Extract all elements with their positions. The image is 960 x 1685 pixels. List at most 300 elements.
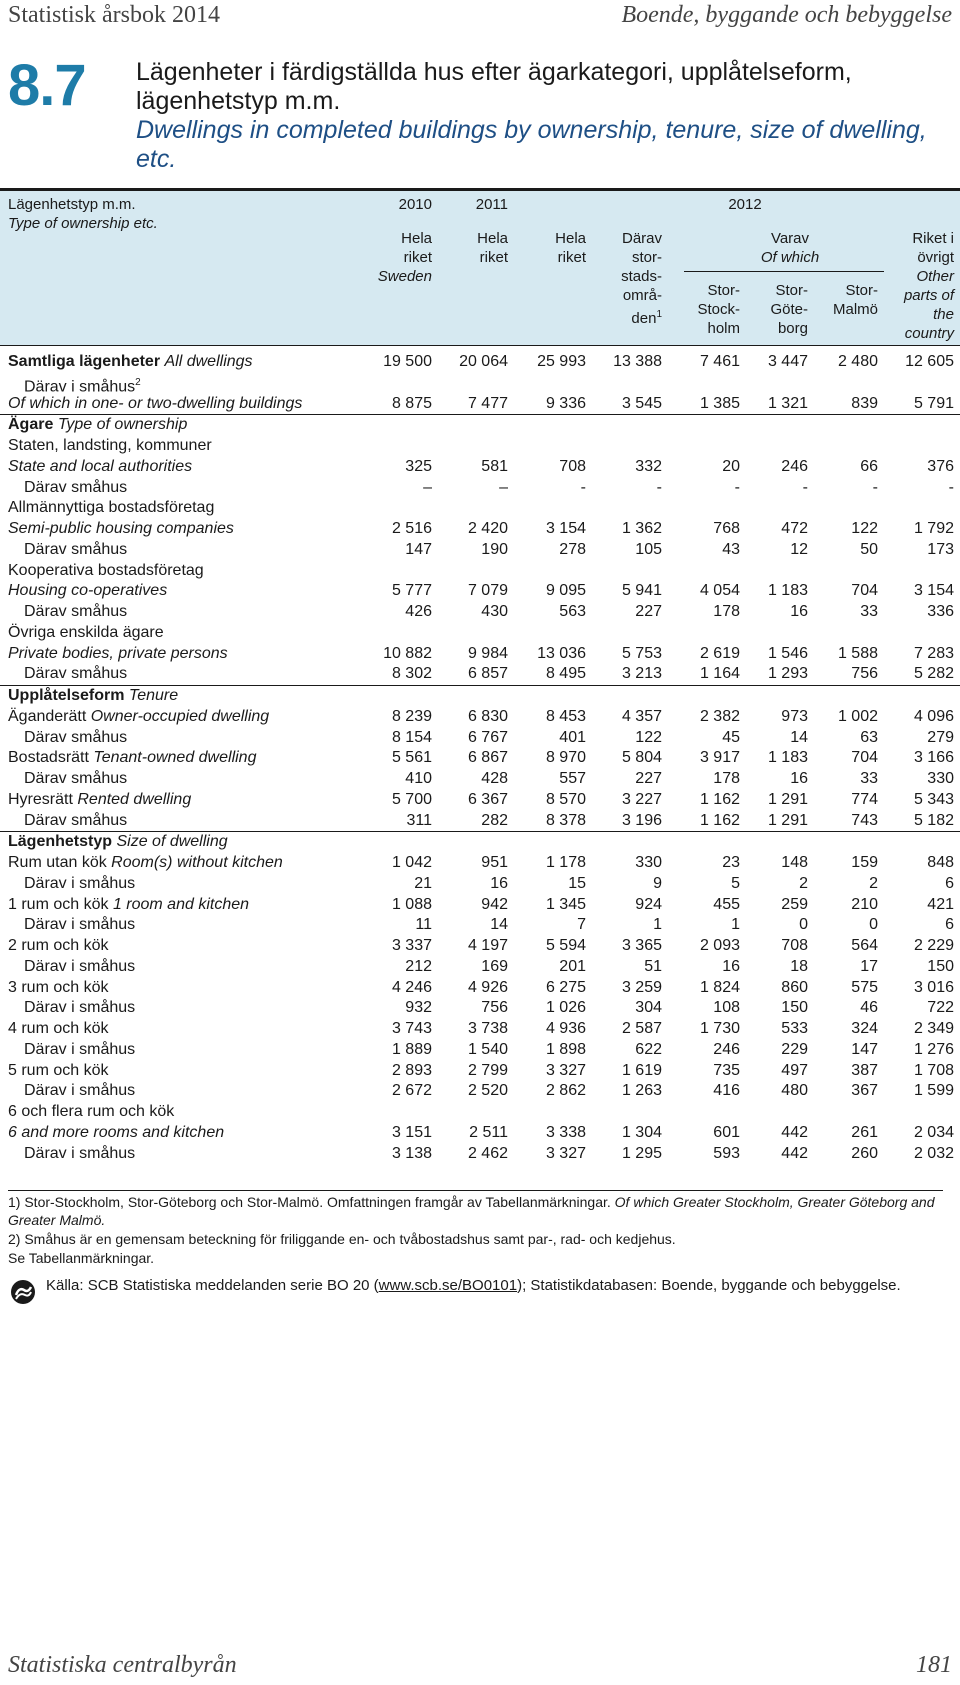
rest-6: country: [904, 325, 954, 342]
table-cell: 557: [559, 770, 586, 787]
stub-label-en: Type of ownership etc.: [8, 215, 158, 232]
row-label: [24, 664, 127, 685]
table-cell: 2 672: [391, 1082, 432, 1100]
table-cell: 246: [781, 457, 808, 475]
row-label: [24, 1144, 135, 1165]
table-cell: 774: [851, 790, 878, 808]
row-label-sv: 5 rum och kök: [8, 1061, 109, 1079]
table-cell: 5 594: [545, 937, 586, 954]
row-label-sv: 6 och flera rum och kök: [8, 1103, 175, 1120]
table-cell: 20: [722, 457, 740, 475]
row-label: [24, 915, 135, 936]
source-link[interactable]: www.scb.se/BO0101: [378, 1277, 518, 1294]
row-label: [8, 748, 256, 769]
row-label: [24, 602, 127, 623]
table-row: [0, 998, 960, 1019]
table-cell: 8 154: [391, 728, 432, 746]
den-label: [600, 305, 662, 328]
table-row: [0, 478, 960, 499]
table-cell: 2 462: [467, 1144, 508, 1162]
table-row: [0, 436, 960, 457]
footnotes: [8, 1190, 943, 1268]
row-label: [8, 581, 167, 602]
riket-2010: riket: [403, 249, 432, 266]
footnote-1-en: Of which Greater Stockholm, Greater Göteborg and Greater Malmö.: [8, 1194, 935, 1228]
table-cell: 3 917: [699, 749, 740, 767]
table-cell: 575: [851, 978, 878, 996]
table-cell: 704: [851, 582, 878, 600]
table-cell: 0: [799, 916, 808, 934]
table-cell: 14: [490, 916, 508, 934]
table-row: [0, 457, 960, 478]
stor-gbg-1: Stor-: [775, 282, 808, 299]
table-cell: 2: [869, 874, 878, 892]
table-cell: 722: [927, 999, 954, 1017]
row-label: [8, 895, 249, 916]
table-row: [0, 853, 960, 874]
table-cell: 21: [414, 874, 432, 892]
row-label-en: Tenure: [128, 687, 179, 704]
table-cell: 259: [781, 895, 808, 913]
riket-2011: riket: [479, 249, 508, 266]
table-cell: 1 042: [391, 854, 432, 871]
stor-sthlm-2: Stock-: [697, 301, 740, 318]
table-row: [0, 623, 960, 644]
row-label: [8, 436, 212, 457]
table-cell: 1 540: [467, 1040, 508, 1058]
row-label-en: Room(s) without kitchen: [111, 854, 283, 871]
table-cell: 5 561: [391, 749, 432, 767]
table-cell: 278: [559, 540, 586, 558]
table-cell: 533: [781, 1020, 808, 1037]
table-cell: 336: [927, 603, 954, 620]
footer-publisher: Statistiska centralbyrån: [8, 1652, 237, 1678]
table-row: [0, 415, 960, 436]
row-label-sv: Äganderätt: [8, 707, 87, 725]
table-cell: 330: [927, 770, 954, 787]
table-cell: 455: [713, 895, 740, 913]
stub-label-sv: Lägenhetstyp m.m.: [8, 196, 136, 213]
table-cell: 5 182: [913, 811, 954, 829]
table-cell: 16: [722, 957, 740, 975]
table-cell: 169: [481, 957, 508, 975]
stads-label: stads-: [621, 268, 662, 285]
table-cell: 8 239: [391, 707, 432, 725]
row-label-en: Type of ownership: [57, 416, 188, 434]
table-cell: 6: [945, 874, 954, 892]
table-cell: 4 054: [699, 582, 740, 600]
table-cell: 18: [790, 957, 808, 975]
table-cell: 33: [860, 603, 878, 620]
table-cell: 3 154: [913, 582, 954, 600]
row-label-sv: Upplåtelseform: [8, 687, 125, 704]
table-cell: 23: [722, 854, 740, 871]
table-cell: 480: [781, 1082, 808, 1100]
table-cell: 4 096: [913, 707, 954, 725]
table-cell: 16: [490, 874, 508, 892]
table-cell: 1 026: [545, 999, 586, 1017]
riket-2012: riket: [557, 249, 586, 266]
table-cell: 261: [851, 1123, 878, 1141]
row-label: [8, 1102, 174, 1123]
hela-2011: Hela: [477, 230, 508, 247]
table-cell: 17: [860, 957, 878, 975]
table-cell: 6 367: [467, 790, 508, 808]
row-label-sv: Därav i småhus: [24, 1040, 136, 1058]
table-cell: 173: [927, 540, 954, 558]
table-cell: 1 183: [767, 582, 808, 600]
table-cell: 8 495: [545, 665, 586, 683]
table-cell: 563: [559, 603, 586, 620]
table-cell: 0: [869, 916, 878, 934]
table-cell: 108: [713, 999, 740, 1017]
table-cell: -: [734, 478, 740, 496]
table-row: [0, 1040, 960, 1061]
source-prefix: Källa: SCB Statistiska meddelanden serie BO 20 (: [46, 1277, 379, 1294]
rest-1: Riket i: [912, 230, 954, 247]
table-cell: 942: [481, 895, 508, 913]
table-cell: 212: [405, 957, 432, 975]
table-cell: 768: [713, 520, 740, 537]
table-cell: 8 453: [545, 707, 586, 725]
table-cell: 601: [713, 1123, 740, 1141]
table-cell: 3 227: [621, 790, 662, 808]
table-row: [0, 1081, 960, 1102]
footnote-1-ref: 1: [656, 309, 662, 320]
table-row: [0, 748, 960, 769]
table-cell: 442: [781, 1144, 808, 1162]
table-cell: 8 302: [391, 665, 432, 683]
table-cell: 7: [577, 916, 586, 934]
table-cell: 4 936: [545, 1020, 586, 1037]
table-cell: 1 295: [621, 1144, 662, 1162]
table-cell: 6 830: [467, 707, 508, 725]
row-label-en: State and local authorities: [8, 457, 193, 475]
table-cell: -: [948, 478, 954, 496]
table-cell: 472: [781, 520, 808, 537]
table-cell: 7 461: [699, 353, 740, 370]
table-cell: 2 420: [467, 520, 508, 537]
table-cell: 622: [635, 1040, 662, 1058]
table-row: [0, 728, 960, 749]
row-label: [24, 957, 135, 978]
row-label-sv: Därav småhus: [24, 728, 128, 746]
table-cell: 1 619: [621, 1061, 662, 1079]
table-row: [0, 811, 960, 833]
table-cell: 260: [851, 1144, 878, 1162]
table-cell: 14: [790, 728, 808, 746]
table-cell: 3 337: [391, 937, 432, 954]
row-label-sv: Samtliga lägenheter: [8, 353, 161, 370]
table-cell: 410: [405, 770, 432, 787]
table-cell: 428: [481, 770, 508, 787]
table-row: [0, 373, 960, 394]
table-cell: 20 064: [459, 353, 508, 370]
table-cell: 2 516: [391, 520, 432, 537]
table-cell: 497: [781, 1061, 808, 1079]
table-cell: 1 291: [767, 811, 808, 829]
table-row: [0, 1061, 960, 1082]
table-cell: 2 862: [545, 1082, 586, 1100]
table-cell: 332: [635, 457, 662, 475]
table-cell: 2 034: [913, 1123, 954, 1141]
row-label-sv: Hyresrätt: [8, 790, 73, 808]
row-label-sv: Bostadsrätt: [8, 749, 89, 767]
table-cell: 5 777: [391, 582, 432, 600]
row-label-en: Rented dwelling: [77, 790, 192, 808]
table-row: [0, 895, 960, 916]
row-label: [8, 707, 269, 728]
row-label: [8, 832, 228, 853]
table-cell: 150: [781, 999, 808, 1017]
table-cell: 51: [644, 957, 662, 975]
source-suffix: ); Statistikdatabasen: Boende, byggande och bebyggelse.: [517, 1277, 901, 1294]
table-cell: -: [872, 478, 878, 496]
table-cell: 1 162: [699, 811, 740, 829]
row-label-sv: Kooperativa bostadsföretag: [8, 561, 204, 579]
varav-rule: [684, 271, 884, 272]
title-swedish: Lägenheter i färdigställda hus efter ägarkategori, upplåtelseform, lägenhetstyp m.m.: [136, 58, 852, 115]
row-label-en: Of which in one- or two-dwelling buildings: [8, 394, 303, 412]
stor-gbg-3: borg: [777, 320, 808, 337]
row-label: [24, 728, 127, 749]
table-cell: 5 282: [913, 665, 954, 683]
table-cell: 3 166: [913, 749, 954, 767]
table-cell: 227: [635, 603, 662, 620]
table-cell: –: [499, 478, 508, 496]
row-label: [8, 623, 164, 644]
table-cell: 1 178: [545, 854, 586, 871]
table-cell: 2 093: [699, 937, 740, 954]
row-label: [8, 790, 191, 811]
table-cell: 147: [851, 1040, 878, 1058]
title-english: Dwellings in completed buildings by ownership, tenure, size of dwelling, etc.: [136, 116, 927, 173]
table-cell: 3 259: [621, 978, 662, 996]
table-cell: 7 283: [913, 644, 954, 662]
running-header-left: Statistisk årsbok 2014: [8, 2, 221, 28]
table-cell: 8 570: [545, 790, 586, 808]
table-cell: 735: [713, 1061, 740, 1079]
row-label-en: 6 and more rooms and kitchen: [8, 1123, 225, 1141]
table-cell: 1 708: [913, 1061, 954, 1079]
page-number: 181: [916, 1652, 952, 1678]
table-row: [0, 1123, 960, 1144]
row-label-sv: Ägare: [8, 416, 54, 434]
footnote-2: 2) Småhus är en gemensam beteckning för friliggande en- och tvåbostadshus samt par-, rad- och kedjehus.: [8, 1231, 676, 1247]
table-cell: 5 343: [913, 790, 954, 808]
table-cell: 122: [635, 728, 662, 746]
table-cell: 593: [713, 1144, 740, 1162]
table-cell: 2 619: [699, 644, 740, 662]
row-label-sv: Därav i småhus: [24, 999, 136, 1017]
row-label-sv: Därav småhus: [24, 665, 128, 683]
table-cell: -: [656, 478, 662, 496]
table-cell: 860: [781, 978, 808, 996]
table-cell: 1: [653, 916, 662, 934]
rest-2: övrigt: [917, 249, 954, 266]
row-label: [8, 498, 214, 519]
table-cell: 9: [653, 874, 662, 892]
table-cell: 442: [781, 1123, 808, 1141]
row-label-sv: Därav i småhus: [24, 874, 136, 892]
year-2010: 2010: [398, 196, 432, 213]
stor-sthlm-1: Stor-: [707, 282, 740, 299]
table-row: [0, 394, 960, 416]
table-cell: 387: [851, 1061, 878, 1079]
table-cell: -: [580, 478, 586, 496]
table-cell: 11: [415, 916, 432, 934]
table-cell: 1 898: [545, 1040, 586, 1058]
row-label: [24, 1040, 135, 1061]
table-cell: 9 984: [467, 644, 508, 662]
table-cell: 2 520: [467, 1082, 508, 1100]
table-row: [0, 519, 960, 540]
table-cell: 839: [851, 394, 878, 412]
row-label-en: All dwellings: [164, 353, 253, 370]
table-cell: 924: [635, 895, 662, 913]
table-cell: 16: [790, 603, 808, 620]
row-label-sv: Därav småhus: [24, 770, 128, 787]
row-label-en: Owner-occupied dwelling: [90, 707, 270, 725]
table-cell: 951: [481, 854, 508, 871]
table-cell: 10 882: [383, 644, 432, 662]
table-cell: 190: [481, 540, 508, 558]
source-note: [8, 1276, 943, 1295]
table-cell: 15: [568, 874, 586, 892]
table-row: [0, 644, 960, 665]
table-cell: 1 276: [913, 1040, 954, 1058]
stor-malmo-2: Malmö: [832, 301, 878, 318]
table-cell: 63: [860, 728, 878, 746]
row-label-sv: Övriga enskilda ägare: [8, 623, 164, 641]
rest-5: the: [933, 306, 954, 323]
table-cell: 973: [781, 707, 808, 725]
table-cell: 1 588: [837, 644, 878, 662]
table-row: [0, 707, 960, 728]
row-label-en: Tenant-owned dwelling: [93, 749, 257, 767]
row-label: [8, 1061, 108, 1082]
table-cell: 5: [731, 874, 740, 892]
table-row: [0, 915, 960, 936]
table-cell: 105: [635, 540, 662, 558]
table-cell: 147: [405, 540, 432, 558]
footnote-ref: 2: [135, 376, 141, 388]
row-label-sv: 3 rum och kök: [8, 978, 109, 996]
table-cell: 3 138: [391, 1144, 432, 1162]
row-label: [8, 1123, 224, 1144]
table-cell: 430: [481, 603, 508, 620]
table-number: 8.7: [8, 53, 86, 118]
table-cell: 25 993: [537, 353, 586, 370]
table-row: [0, 1144, 960, 1165]
table-cell: 311: [406, 811, 432, 829]
darav-label: Därav: [621, 230, 662, 247]
table-cell: 1 293: [767, 665, 808, 683]
table-cell: 5 804: [621, 749, 662, 767]
table-cell: 3 447: [767, 353, 808, 370]
rest-3: Other: [916, 268, 954, 285]
table-cell: 2 032: [913, 1144, 954, 1162]
table-cell: 1: [731, 916, 740, 934]
table-cell: 3 327: [545, 1061, 586, 1079]
table-cell: 3 365: [621, 937, 662, 954]
row-label: [24, 1081, 135, 1102]
table-cell: 4 926: [467, 978, 508, 996]
table-cell: 564: [851, 937, 878, 954]
table-cell: 8 378: [545, 811, 586, 829]
row-label: [8, 936, 108, 957]
stor-sthlm-3: holm: [707, 320, 740, 337]
table-cell: 178: [713, 770, 740, 787]
table-row: [0, 686, 960, 707]
table-cell: 5 753: [621, 644, 662, 662]
table-cell: 16: [790, 770, 808, 787]
row-label: [8, 394, 302, 415]
table-cell: 743: [851, 811, 878, 829]
table-cell: 1 321: [767, 394, 808, 412]
table-cell: 3 545: [621, 394, 662, 412]
table-cell: 2: [799, 874, 808, 892]
table-cell: 1 304: [621, 1123, 662, 1141]
table-cell: 227: [635, 770, 662, 787]
den-text: den: [631, 310, 657, 327]
table-cell: 1 385: [699, 394, 740, 412]
table-cell: 3 151: [391, 1123, 432, 1141]
table-cell: 2 893: [391, 1061, 432, 1079]
table-cell: -: [802, 478, 808, 496]
row-label-sv: Lägenhetstyp: [8, 833, 113, 851]
table-cell: 150: [927, 957, 954, 975]
row-label-sv: Staten, landsting, kommuner: [8, 437, 212, 454]
table-cell: 1 546: [767, 644, 808, 662]
row-label: [24, 478, 127, 499]
table-cell: 2 587: [621, 1020, 662, 1037]
row-label-sv: 4 rum och kök: [8, 1020, 109, 1037]
row-label-sv: Därav småhus: [24, 811, 128, 829]
table-cell: 3 196: [621, 811, 662, 829]
table-cell: 6 767: [467, 728, 508, 746]
row-label-en: Private bodies, private persons: [8, 644, 228, 662]
table-cell: 5 791: [913, 394, 954, 412]
row-label-sv: Allmännyttiga bostadsföretag: [8, 499, 215, 517]
table-cell: 367: [851, 1082, 878, 1100]
table-cell: 7 079: [467, 582, 508, 600]
table-cell: 43: [722, 540, 740, 558]
sweden-label: Sweden: [377, 268, 432, 285]
row-label: [24, 769, 127, 790]
table-row: [0, 581, 960, 602]
row-label: [24, 540, 127, 561]
row-label-sv: Därav i småhus: [24, 916, 136, 934]
row-label: [8, 853, 283, 874]
table-cell: 1 291: [767, 790, 808, 808]
footnote-1-sv: 1) Stor-Stockholm, Stor-Göteborg och Stor-Malmö. Omfattningen framgår av Tabellanmärkningar.: [8, 1194, 611, 1210]
table-cell: 421: [927, 895, 954, 913]
table-row: [0, 957, 960, 978]
table-cell: 1 263: [621, 1082, 662, 1100]
table-cell: 581: [481, 457, 508, 475]
table-cell: 8 875: [391, 394, 432, 412]
table-cell: 148: [781, 854, 808, 871]
table-cell: 13 036: [537, 644, 586, 662]
table-cell: 1 345: [545, 895, 586, 913]
table-cell: 33: [860, 770, 878, 787]
table-cell: 3 743: [391, 1020, 432, 1037]
table-cell: 1 088: [391, 895, 432, 913]
table-cell: 3 213: [621, 665, 662, 683]
table-row: [0, 1102, 960, 1123]
table-cell: 416: [713, 1082, 740, 1100]
